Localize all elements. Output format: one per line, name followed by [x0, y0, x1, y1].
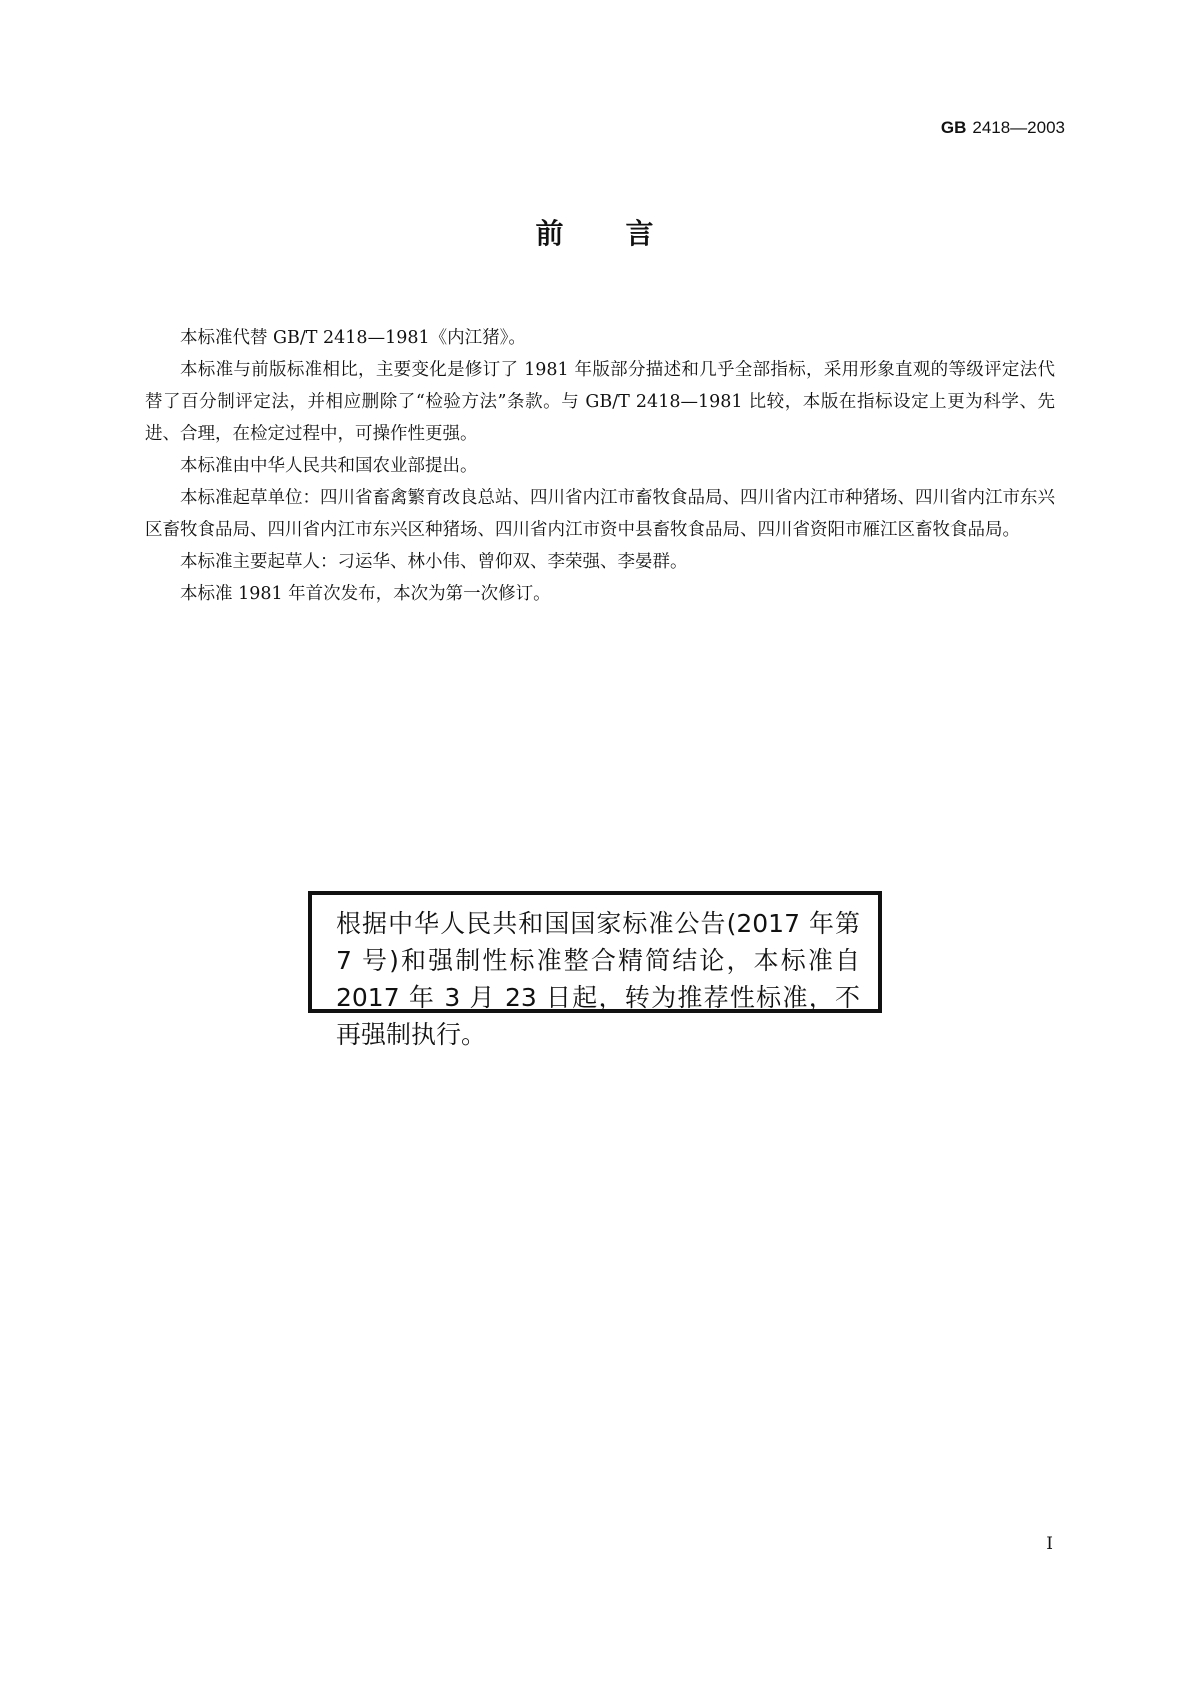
paragraph-drafting-units: 本标准起草单位：四川省畜禽繁育改良总站、四川省内江市畜牧食品局、四川省内江市种猪场、四川省内江市东兴区畜牧食品局、四川省内江市东兴区种猪场、四川省内江市资中县畜牧食品局、四川省资阳市雁江区畜牧食品局。	[145, 488, 1055, 540]
paragraph-replacement: 本标准代替 GB/T 2418—1981《内江猪》。	[180, 328, 526, 348]
page-title	[0, 212, 1191, 252]
notice-box	[308, 891, 882, 1049]
notice-text: 根据中华人民共和国国家标准公告(2017 年第 7 号)和强制性标准整合精简结论，本标准自 2017 年 3 月 23 日起，转为推荐性标准，不再强制执行。	[336, 909, 860, 1049]
title-char-2: 言	[625, 217, 656, 250]
paragraph-history: 本标准 1981 年首次发布，本次为第一次修订。	[180, 584, 551, 604]
standard-code	[941, 118, 1065, 138]
paragraph-proposer: 本标准由中华人民共和国农业部提出。	[180, 456, 478, 476]
foreword-body	[145, 322, 1055, 610]
standard-number: 2418—2003	[972, 118, 1065, 137]
paragraph-drafters: 本标准主要起草人：刁运华、林小伟、曾仰双、李荣强、李晏群。	[180, 552, 688, 572]
title-char-1: 前	[535, 217, 566, 250]
page-number: I	[1046, 1534, 1053, 1554]
standard-prefix: GB	[940, 118, 967, 137]
paragraph-changes: 本标准与前版标准相比，主要变化是修订了 1981 年版部分描述和几乎全部指标，采用形象直观的等级评定法代替了百分制评定法，并相应删除了“检验方法”条款。与 GB/T 2418—1981 比较，本版在指标设定上更为科学、先进、合理，在检定过程中，可操作性更强。	[145, 360, 1055, 444]
